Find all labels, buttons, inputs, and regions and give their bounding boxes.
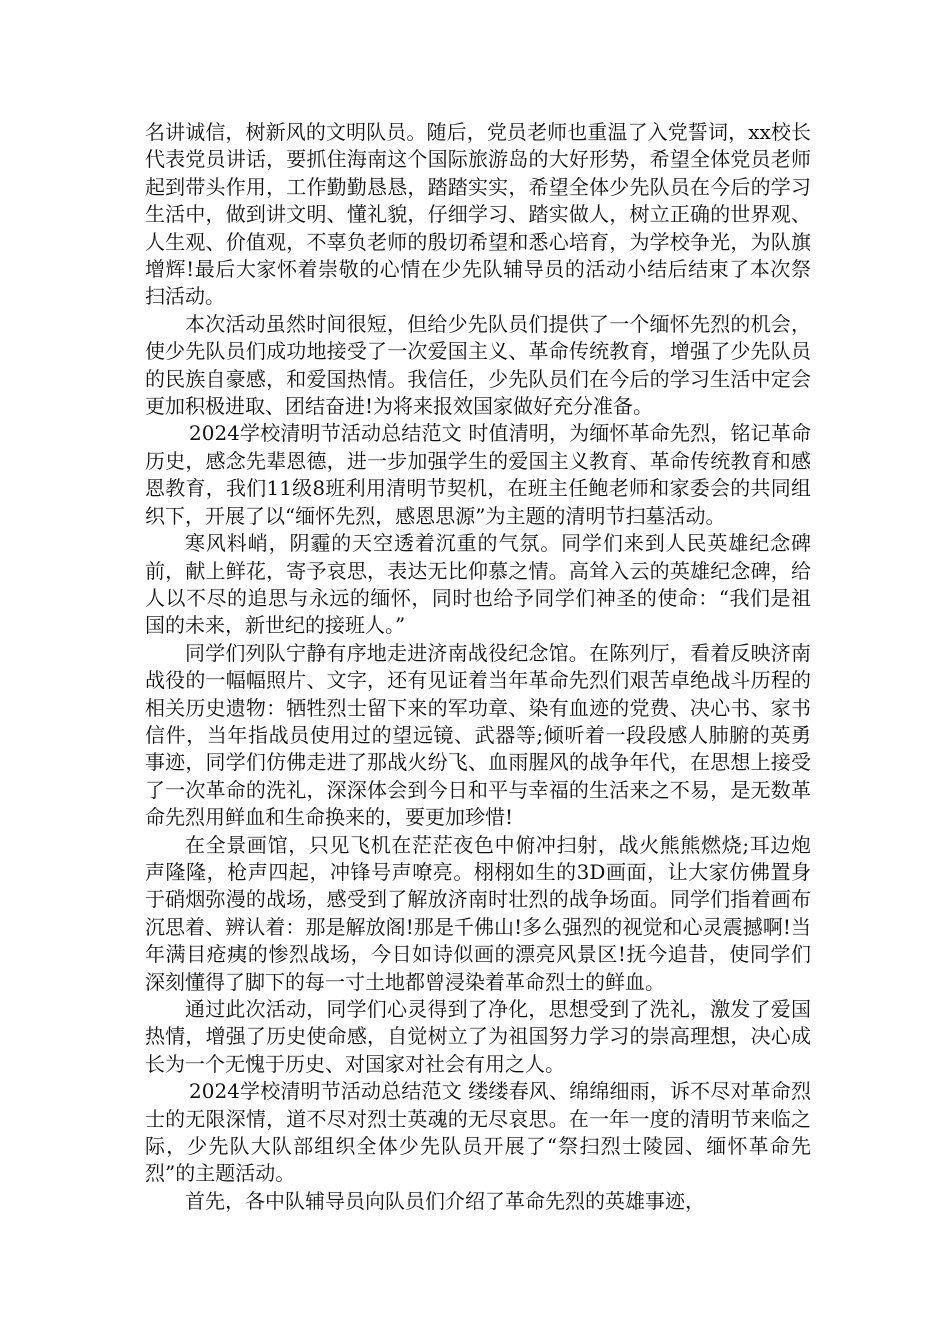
paragraph-4: 寒风料峭，阴霾的天空透着沉重的气氛。同学们来到人民英雄纪念碑前，献上鲜花，寄予哀思，表达无比仰慕之情。高耸入云的英雄纪念碑，给人以不尽的追思与永远的缅怀，同时也给予同学们神圣的使命：“我们是祖国的未来，新世纪的接班人。” — [145, 531, 811, 638]
paragraph-5: 同学们列队宁静有序地走进济南战役纪念馆。在陈列厅，看着反映济南战役的一幅幅照片、文字，还有见证着当年革命先烈们艰苦卓绝战斗历程的相关历史遗物：牺牲烈士留下来的军功章、染有血迹的党费、决心书、家书信件，当年指战员使用过的望远镜、武器等;倾听着一段段感人肺腑的英勇事迹，同学们仿佛走进了那战火纷飞、血雨腥风的战争年代，在思想上接受了一次革命的洗礼，深深体会到今日和平与幸福的生活来之不易，是无数革命先烈用鲜血和生命换来的，要更加珍惜! — [145, 640, 811, 830]
document-body — [145, 119, 811, 1215]
paragraph-8: 2024学校清明节活动总结范文 缕缕春风、绵绵细雨，诉不尽对革命烈士的无限深情，道不尽对烈士英魂的无尽哀思。在一年一度的清明节来临之际，少先队大队部组织全体少先队员开展了“祭扫烈士陵园、缅怀革命先烈”的主题活动。 — [145, 1079, 811, 1186]
paragraph-9: 首先，各中队辅导员向队员们介绍了革命先烈的英雄事迹， — [185, 1188, 705, 1213]
paragraph-7: 通过此次活动，同学们心灵得到了净化，思想受到了洗礼，激发了爱国热情，增强了历史使命感，自觉树立了为祖国努力学习的崇高理想，决心成长为一个无愧于历史、对国家对社会有用之人。 — [145, 997, 811, 1076]
paragraph-6: 在全景画馆，只见飞机在茫茫夜色中俯冲扫射，战火熊熊燃烧;耳边炮声隆隆，枪声四起，冲锋号声嘹亮。栩栩如生的3D画面，让大家仿佛置身于硝烟弥漫的战场，感受到了解放济南时壮烈的战争场面。同学们指着画布沉思着、辨认着：那是解放阁!那是千佛山!多么强烈的视觉和心灵震撼啊!当年满目疮痍的惨烈战场，今日如诗似画的漂亮风景区!抚今追昔，使同学们深刻懂得了脚下的每一寸土地都曾浸染着革命烈士的鲜血。 — [145, 832, 811, 994]
paragraph-2: 本次活动虽然时间很短，但给少先队员们提供了一个缅怀先烈的机会，使少先队员们成功地接受了一次爱国主义、革命传统教育，增强了少先队员的民族自豪感，和爱国热情。我信任，少先队员们在今后的学习生活中定会更加积极进取、团结奋进!为将来报效国家做好充分准备。 — [145, 311, 811, 419]
paragraph-3: 2024学校清明节活动总结范文 时值清明，为缅怀革命先烈，铭记革命历史，感念先辈恩德，进一步加强学生的爱国主义教育、革命传统教育和感恩教育，我们11级8班利用清明节契机，在班主任鲍老师和家委会的共同组织下，开展了以“缅怀先烈，感恩思源”为主题的清明节扫墓活动。 — [145, 421, 811, 528]
paragraph-1: 名讲诚信，树新风的文明队员。随后，党员老师也重温了入党誓词，xx校长代表党员讲话，要抓住海南这个国际旅游岛的大好形势，希望全体党员老师起到带头作用，工作勤勤恳恳，踏踏实实，希望全体少先队员在今后的学习生活中，做到讲文明、懂礼貌，仔细学习、踏实做人，树立正确的世界观、人生观、价值观，不辜负老师的殷切希望和悉心培育，为学校争光，为队旗增辉!最后大家怀着崇敬的心情在少先队辅导员的活动小结后结束了本次祭扫活动。 — [145, 120, 811, 309]
